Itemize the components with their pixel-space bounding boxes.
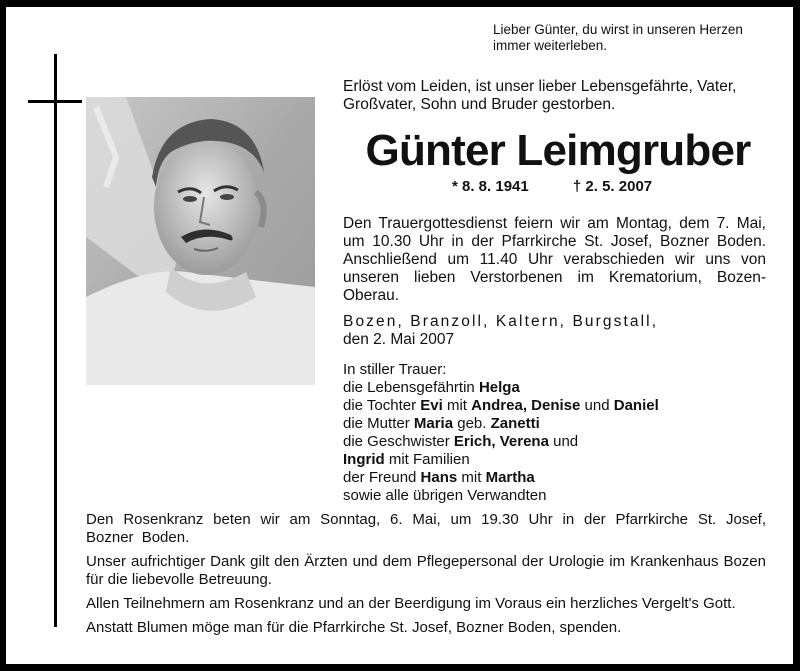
thanks-note: Unser aufrichtiger Dank gilt den Ärzten und dem Pflegepersonal der Urologie im Krankenhaus Bozen für die liebevolle Betreuung.	[86, 553, 766, 588]
mourner-line	[343, 469, 783, 487]
mourner-name: Daniel	[613, 397, 659, 414]
mourner-relation: mit	[442, 397, 472, 414]
mourners-list	[343, 361, 783, 505]
mourner-relation: mit	[457, 469, 486, 486]
life-dates	[452, 178, 652, 196]
deceased-name: Günter Leimgruber	[365, 126, 751, 175]
mourner-relation: die Tochter	[343, 397, 421, 414]
motto	[493, 22, 793, 54]
closing-notes	[86, 511, 766, 643]
mourner-relation: mit Familien	[384, 451, 470, 468]
mourner-relation: die Lebensgefährtin	[343, 379, 479, 396]
mourner-relation: und	[580, 397, 614, 414]
funeral-service-text: Den Trauergottesdienst feiern wir am Montag, dem 7. Mai, um 10.30 Uhr in der Pfarrkirche St. Josef, Bozner Boden. Anschließend um 11.40 Uhr verabschieden wir uns von unseren lieben Verstorbenen im Krematorium, Bozen-Oberau.	[343, 215, 766, 304]
mourner-line	[343, 415, 783, 433]
motto-line-1: Lieber Günter, du wirst in unseren Herzen	[493, 22, 743, 37]
mourner-name: Martha	[485, 469, 535, 486]
birth-date: * 8. 8. 1941	[452, 178, 529, 195]
mourners-heading: In stiller Trauer:	[343, 361, 447, 378]
mourner-name: Zanetti	[490, 415, 540, 432]
date-line: den 2. Mai 2007	[343, 331, 455, 348]
death-date: † 2. 5. 2007	[572, 178, 653, 195]
portrait-photo	[86, 97, 315, 385]
mourner-lines	[343, 379, 783, 505]
places: Bozen, Branzoll, Kaltern, Burgstall,	[343, 313, 659, 330]
portrait-image	[86, 97, 315, 385]
mourner-name: Erich, Verena	[453, 433, 549, 450]
mourner-name: Maria	[413, 415, 454, 432]
mourner-line	[343, 451, 783, 469]
mourner-line	[343, 433, 783, 451]
mourner-name: Andrea, Denise	[471, 397, 581, 414]
motto-line-2: immer weiterleben.	[493, 38, 608, 53]
mourner-relation: geb.	[453, 415, 491, 432]
intro-text	[343, 78, 793, 114]
participants-note: Allen Teilnehmern am Rosenkranz und an der Beerdigung im Voraus ein herzliches Vergelt's Gott.	[86, 595, 736, 612]
mourner-line	[343, 487, 783, 505]
intro-line-2: Großvater, Sohn und Bruder gestorben.	[343, 96, 616, 113]
cross-icon-vertical	[54, 54, 57, 627]
flowers-note: Anstatt Blumen möge man für die Pfarrkirche St. Josef, Bozner Boden, spenden.	[86, 619, 622, 636]
intro-line-1: Erlöst vom Leiden, ist unser lieber Lebensgefährte, Vater,	[343, 78, 737, 95]
place-and-date	[343, 313, 766, 349]
mourner-name: Evi	[420, 397, 443, 414]
mourner-relation: und	[548, 433, 579, 450]
mourner-name: Hans	[420, 469, 458, 486]
mourner-line	[343, 379, 783, 397]
mourner-line	[343, 397, 783, 415]
mourner-relation: die Mutter	[343, 415, 414, 432]
mourner-name: Ingrid	[343, 451, 385, 468]
cross-icon-horizontal	[28, 100, 82, 103]
mourner-name: Helga	[478, 379, 520, 396]
mourner-relation: sowie alle übrigen Verwandten	[343, 487, 547, 504]
mourner-relation: der Freund	[343, 469, 421, 486]
mourner-relation: die Geschwister	[343, 433, 454, 450]
rosary-note: Den Rosenkranz beten wir am Sonntag, 6. Mai, um 19.30 Uhr in der Pfarrkirche St. Josef, Bozner Boden.	[86, 511, 766, 546]
